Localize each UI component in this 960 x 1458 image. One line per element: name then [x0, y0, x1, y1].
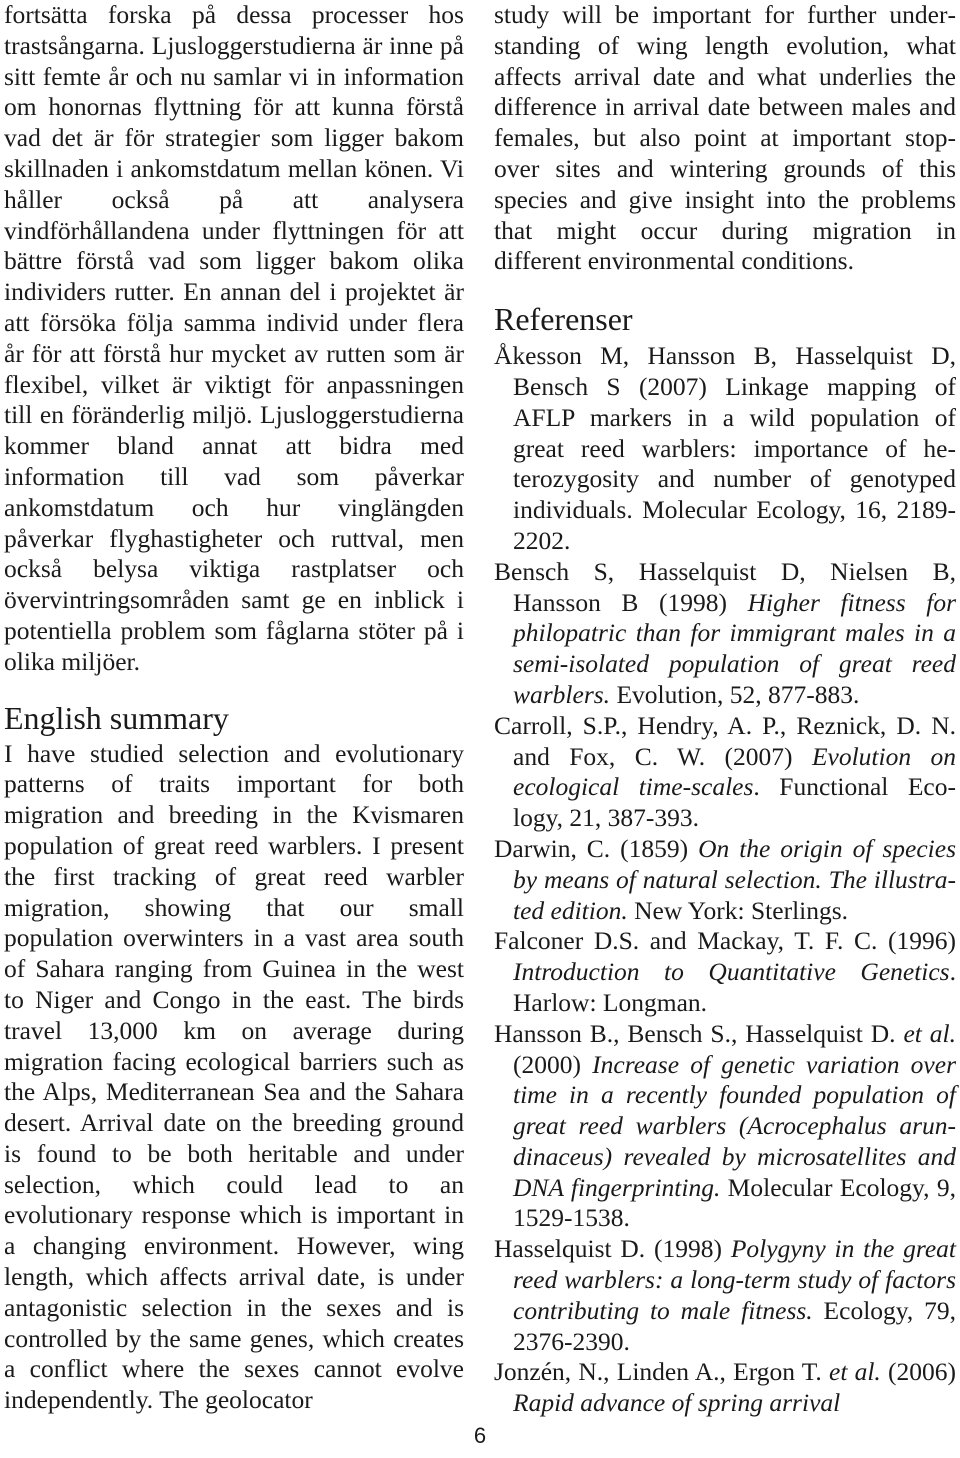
- reference-item: [494, 834, 956, 926]
- reference-list: [494, 341, 956, 1419]
- reference-title: Polygyny in the great reed warblers: a long-term study of factors contributing to male fitness.: [513, 1234, 956, 1325]
- right-column: [494, 0, 956, 1419]
- reference-source: . Harlow: Longman.: [513, 957, 956, 1017]
- reference-title: Rapid advance of spring arrival: [513, 1388, 841, 1418]
- reference-authors: Hansson B., Bensch S., Hasselquist D.: [494, 1018, 904, 1048]
- swedish-paragraph: fortsätta forska på dessa processer hos trastsångarna. Ljusloggerstudierna är inne på sitt femte år och nu samlar vi in information om honornas flyttning för att kunna förstå vad det är för strategier som ligger bakom skillnaden i ankomstdatum mellan könen. Vi håller också på att analysera vindförhållandena under flyttningen för att bättre förstå vad som ligger bakom olika individers rutter. En annan del i projektet är att försöka följa samma individ under flera år för att förstå hur mycket av rutten som är flexibel, vilket är viktigt för anpassningen till en föränderlig miljö. Ljusloggerstudierna kommer bland annat att bidra med information till vad som påverkar ankomstdatum och hur vinglängden påverkar flyghastigheter och ruttval, men också belysa viktiga rastplatser och övervintringsområden samt ge en inblick i potentiella problem som fåglarna stöter på i olika miljöer.: [4, 0, 464, 676]
- reference-year: (2006): [880, 1357, 956, 1387]
- reference-source: New York: Sterlings.: [627, 895, 849, 925]
- reference-authors: Darwin, C. (1859): [494, 833, 699, 863]
- english-summary-paragraph: I have studied selection and evolutionary patterns of traits important for both migration and breeding in the Kvismaren population of great reed warblers. I present the first tracking of great reed warbler migration, showing that our small population overwinters in a vast area south of Sahara ranging from Guinea in the west to Niger and Congo in the east. The birds travel 13,000 km on average during migration facing ecological barriers such as the Alps, Mediterranean Sea and the Sahara desert. Arrival date on the breeding ground is found to be both heritable and under selection, which could lead to an evolutionary response which is important in a changing environment. However, wing length, which affects arrival date, is under antagonistic selection in the sexes and is controlled by the same genes, which creates a conflict where the sexes cannot evolve independently. The geolocator: [4, 738, 464, 1415]
- references-heading: Referenser: [494, 301, 633, 338]
- reference-item: [494, 711, 956, 834]
- reference-item: [494, 926, 956, 1018]
- reference-authors: Carroll, S.P., Hendry, A. P., Reznick, D. N. and Fox, C. W. (2007): [494, 710, 956, 771]
- reference-source: Molecular Ecology, 9, 1529-1538.: [513, 1172, 956, 1233]
- reference-title: On the origin of species by means of natural selection. The illustrated edition.: [513, 833, 957, 925]
- reference-title: Higher fitness for philopatric than for immigrant males in a semi-isolated population of great reed warblers.: [513, 587, 956, 709]
- reference-authors: Hasselquist D. (1998): [494, 1234, 731, 1264]
- reference-title: Introduction to Quantitative Genetics: [513, 957, 950, 987]
- reference-item: [494, 557, 956, 711]
- reference-item: [494, 1357, 956, 1419]
- reference-authors: Jonzén, N., Linden A., Ergon T.: [494, 1357, 829, 1387]
- reference-source: Evolution, 52, 877-883.: [610, 679, 860, 709]
- page-number: 6: [473, 1423, 487, 1448]
- reference-title: Increase of genetic variation over time in a recently founded population of great reed warblers (Acrocephalus arundinaceus) revealed by microsatellites and DNA fingerprinting.: [513, 1049, 956, 1202]
- reference-year: (2000): [513, 1049, 593, 1079]
- reference-authors: Åkesson M, Hansson B, Hasselquist D, Bensch S (2007): [494, 341, 956, 401]
- reference-item: [494, 1019, 956, 1235]
- reference-etal: et al.: [829, 1357, 881, 1387]
- reference-source: Ecology, 79, 2376-2390.: [513, 1295, 957, 1356]
- left-column: [4, 0, 464, 1416]
- reference-title: Evolution on ecological time-scales: [513, 741, 956, 802]
- reference-authors: Bensch S, Hasselquist D, Nielsen B, Hansson B (1998): [494, 556, 956, 617]
- reference-item: [494, 341, 956, 557]
- reference-source: Linkage mapping of AFLP markers in a wild population of great reed warblers: importance of heterozygosity and number of genotyped individuals. Molecular Ecology, 16, 2189-2202.: [513, 371, 957, 555]
- reference-source: . Functional Ecology, 21, 387-393.: [513, 772, 957, 833]
- english-summary-continuation: study will be important for further understanding of wing length evolution, what affects arrival date and what underlies the difference in arrival date between males and females, but also point at important stop-over sites and wintering grounds of this species and give insight into the problems that might occur during migration in different environmental conditions.: [494, 0, 956, 276]
- reference-authors: Falconer D.S. and Mackay, T. F. C. (1996): [494, 926, 956, 956]
- reference-etal: et al.: [903, 1018, 956, 1048]
- reference-item: [494, 1234, 956, 1357]
- english-summary-heading: English summary: [4, 699, 229, 736]
